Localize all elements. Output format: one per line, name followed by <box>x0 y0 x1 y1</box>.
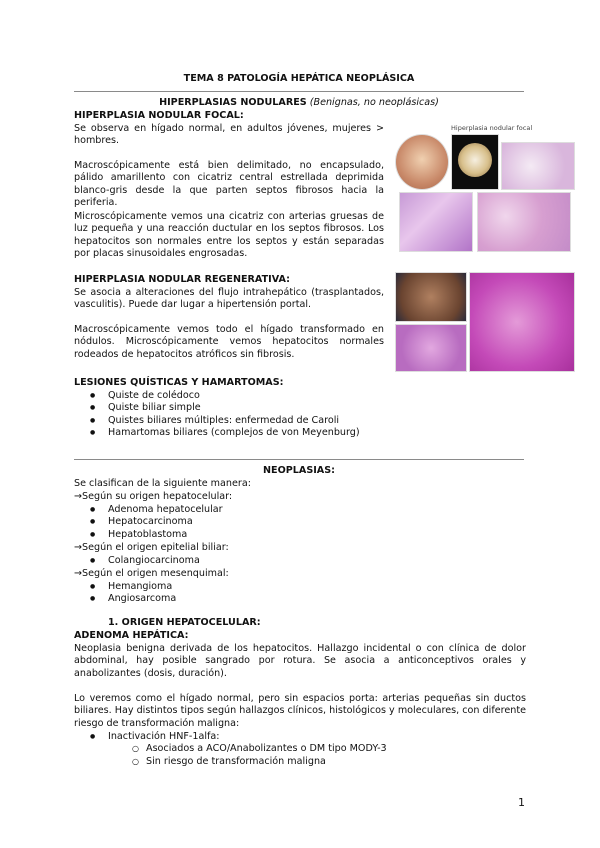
hnf-image-caption: Hiperplasia nodular focal <box>451 124 533 132</box>
histology-panel-4 <box>469 272 575 372</box>
group-list-mesenquimal <box>74 581 524 606</box>
list-item: ● Quistes biliares múltiples: enfermedad de Caroli <box>74 415 524 427</box>
list-item: ● Adenoma hepatocelular <box>74 504 524 516</box>
hnr-image-collage <box>395 272 575 372</box>
list-item: ● Hamartomas biliares (complejos de von Meyenburg) <box>74 427 524 439</box>
list-subitem: ○ Sin riesgo de transformación maligna <box>74 756 524 768</box>
section-heading-note: (Benignas, no neoplásicas) <box>309 97 439 108</box>
hnf-title: HIPERPLASIA NODULAR FOCAL: <box>74 110 244 121</box>
adenoma-paragraph-2: Lo veremos como el hígado normal, pero sin espacios porta: arterias pequeñas sin ductos biliares. Hay distintos tipos según hallazgos clínicos, histológicos y moleculares, con diferente riesgo de transformación maligna: <box>74 693 526 729</box>
hnr-paragraph-1: Se asocia a alteraciones del flujo intrahepático (trasplantados, vasculitis). Puede dar lugar a hipertensión portal. <box>74 287 384 311</box>
adenoma-list <box>74 731 524 768</box>
list-item: ● Quiste biliar simple <box>74 402 524 414</box>
list-item: ● Hepatocarcinoma <box>74 516 524 528</box>
liver-nodular-photo <box>395 272 467 322</box>
neoplasias-intro: Se clasifican de la siguiente manera: <box>74 478 251 489</box>
list-item: ● Angiosarcoma <box>74 593 524 605</box>
hnr-paragraph-2: Macroscópicamente vemos todo el hígado transformado en nódulos. Microscópicamente vemos hepatocitos normales rodeados de hepatocitos atróficos sin fibrosis. <box>74 324 384 360</box>
quistes-title: LESIONES QUÍSTICAS Y HAMARTOMAS: <box>74 377 284 388</box>
section-heading-text: HIPERPLASIAS NODULARES <box>159 97 307 108</box>
group-label-mesenquimal: →Según el origen mesenquimal: <box>74 568 229 579</box>
group-label-biliar: →Según el origen epitelial biliar: <box>74 542 229 553</box>
divider <box>74 459 524 460</box>
adenoma-paragraph-1: Neoplasia benigna derivada de los hepatocitos. Hallazgo incidental o con clínica de dolor abdominal, hay posible sangrado por rotura. Se asocia a anticonceptivos orales y anabolizantes (dosis, duración). <box>74 643 526 679</box>
liver-macro-photo <box>395 134 449 190</box>
hnf-paragraph-1: Se observa en hígado normal, en adultos jóvenes, mujeres > hombres. <box>74 123 384 147</box>
divider <box>74 91 524 92</box>
list-item: ● Quiste de colédoco <box>74 390 524 402</box>
quistes-list <box>74 390 524 440</box>
hnr-title: HIPERPLASIA NODULAR REGENERATIVA: <box>74 274 290 285</box>
list-item: ● Hemangioma <box>74 581 524 593</box>
list-item: ● Colangiocarcinoma <box>74 555 524 567</box>
group-list-hepatocelular <box>74 504 524 541</box>
page-title: TEMA 8 PATOLOGÍA HEPÁTICA NEOPLÁSICA <box>183 73 415 84</box>
list-item: ● Hepatoblastoma <box>74 529 524 541</box>
list-subitem: ○ Asociados a ACO/Anabolizantes o DM tipo MODY-3 <box>74 743 524 755</box>
section-heading-neoplasias: NEOPLASIAS: <box>263 465 335 476</box>
group-list-biliar <box>74 555 524 567</box>
sub-heading-origen-hepatocelular: 1. ORIGEN HEPATOCELULAR: <box>108 617 261 628</box>
list-item: ● Inactivación HNF-1alfa: <box>74 731 524 743</box>
hnf-paragraph-3: Microscópicamente vemos una cicatriz con arterias gruesas de luz pequeña y una reacción ductular en los septos fibrosos. Los hepatocitos son normales entre los septos y están separadas por placas sinusoidales engrosadas. <box>74 211 384 260</box>
hnf-image-collage <box>395 122 575 252</box>
hnf-paragraph-2: Macroscópicamente está bien delimitado, no encapsulado, pálido amarillento con cicatriz central estrellada deprimida blanco-gris desde la que parten septos fibrosos hacia la periferia. <box>74 160 384 209</box>
histology-panel-2 <box>399 192 473 252</box>
histology-panel-5 <box>395 324 467 372</box>
section-heading-hiperplasias <box>74 97 524 109</box>
adenoma-title: ADENOMA HEPÁTICA: <box>74 630 189 641</box>
group-label-hepatocelular: →Según su origen hepatocelular: <box>74 491 233 502</box>
liver-cut-photo <box>451 134 499 190</box>
histology-panel-3 <box>477 192 571 252</box>
histology-panel-1 <box>501 142 575 190</box>
page-number: 1 <box>518 796 525 809</box>
